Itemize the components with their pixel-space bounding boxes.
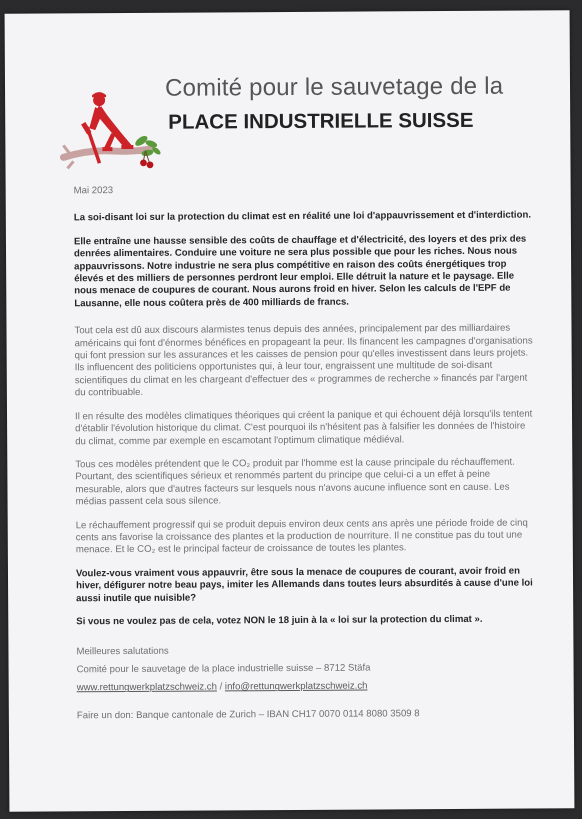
woodcutter-logo-icon xyxy=(59,83,164,174)
email-link[interactable]: info@rettungwerkplatzschweiz.ch xyxy=(224,680,368,693)
contact-line xyxy=(77,677,539,698)
letter-body xyxy=(74,182,539,725)
donation-line: Faire un don: Banque cantonale de Zurich – IBAN CH17 0070 0114 8080 3509 8 xyxy=(76,708,420,722)
body-paragraph-1: Tout cela est dû aux discours alarmistes tenus depuis des années, principalement par des milliardaires américains qui font d'énormes bénéfices en propageant la peur. Ils financent les campagnes d'organisations qui font pression sur les assurances et les caisses de pension pour qu'elles investissent dans leurs projets. Ils influencent des politiciens opportunistes qui, à leur tour, engraissent une multitude de soi-disant scientifiques du climat en les chargeant d'effectuer des « programmes de recherche » financés par l'argent du contribuable. xyxy=(74,322,533,399)
body-paragraph-3: Tous ces modèles prétendent que le CO₂ produit par l'homme est la cause principale du réchauffement. Pourtant, des scientifiques sérieux et renommés partent du principe que celui-ci a un effet à peine mesurable, alors que d'autres facteurs sur lesquels nous n'avons aucune influence sont en cause. Les médias passent cela sous silence. xyxy=(75,456,515,508)
call-to-action: Si vous ne voulez pas de cela, votez NON le 18 juin à la « loi sur la protection du climat ». xyxy=(76,613,483,628)
bold-paragraph: Elle entraîne une hausse sensible des coûts de chauffage et d'électricité, des loyers et des prix des denrées alimentaires. Conduire une voiture ne sera plus possible que pour les riches. Nous nous appauvrissons. Notre industrie ne sera plus compétitive en raison des coûts énergétiques trop élevés et des milliers de personnes perdront leur emploi. Elle détruit la nature et le paysage. Elle nous menace de coupures de courant. Nous aurons froid en hiver. Selon les calculs de l'EPF de Lausanne, elle nous coûtera près de 400 milliards de francs. xyxy=(73,233,527,310)
signature: Comité pour le sauvetage de la place industrielle suisse – 8712 Stäfa xyxy=(76,662,371,676)
body-paragraph-2: Il en résulte des modèles climatiques théoriques qui créent la panique et qui échouent déjà lorsqu'ils tentent d'établir l'évolution historique du climat. C'est pourquoi ils n'hésitent pas à falsifier les données de l'histoire du climat, comme par exemple en escamotant l'optimum climatique médiéval. xyxy=(74,408,533,447)
letterhead-title-line2: PLACE INDUSTRIELLE SUISSE xyxy=(168,108,474,134)
website-link[interactable]: www.rettungwerkplatzschweiz.ch xyxy=(76,681,217,694)
closing: Meilleures salutations xyxy=(76,646,169,658)
intro-paragraph: La soi-disant loi sur la protection du climat est en réalité une loi d'appauvrissement et d'interdiction. xyxy=(73,209,531,224)
contact-separator: / xyxy=(216,681,225,693)
letter-page xyxy=(5,10,575,811)
question-paragraph: Voulez-vous vraiment vous appauvrir, être sous la menace de coupures de courant, avoir froid en hiver, défigurer notre beau pays, imiter les Allemands dans toutes leurs absurdités à cause d'une loi aussi inutile que nuisible? xyxy=(75,565,533,604)
letterhead-title-line1: Comité pour le sauvetage de la xyxy=(164,72,504,102)
signature-block xyxy=(76,641,538,726)
body-paragraph-4: Le réchauffement progressif qui se produit depuis environ deux cents ans après une période froide de cinq cents ans favorise la croissance des plantes et la production de nourriture. Il ne constitue pas du tout une menace. Et le CO₂ est le principal facteur de croissance de toutes les plantes. xyxy=(75,517,528,556)
letter-date: Mai 2023 xyxy=(73,185,114,197)
